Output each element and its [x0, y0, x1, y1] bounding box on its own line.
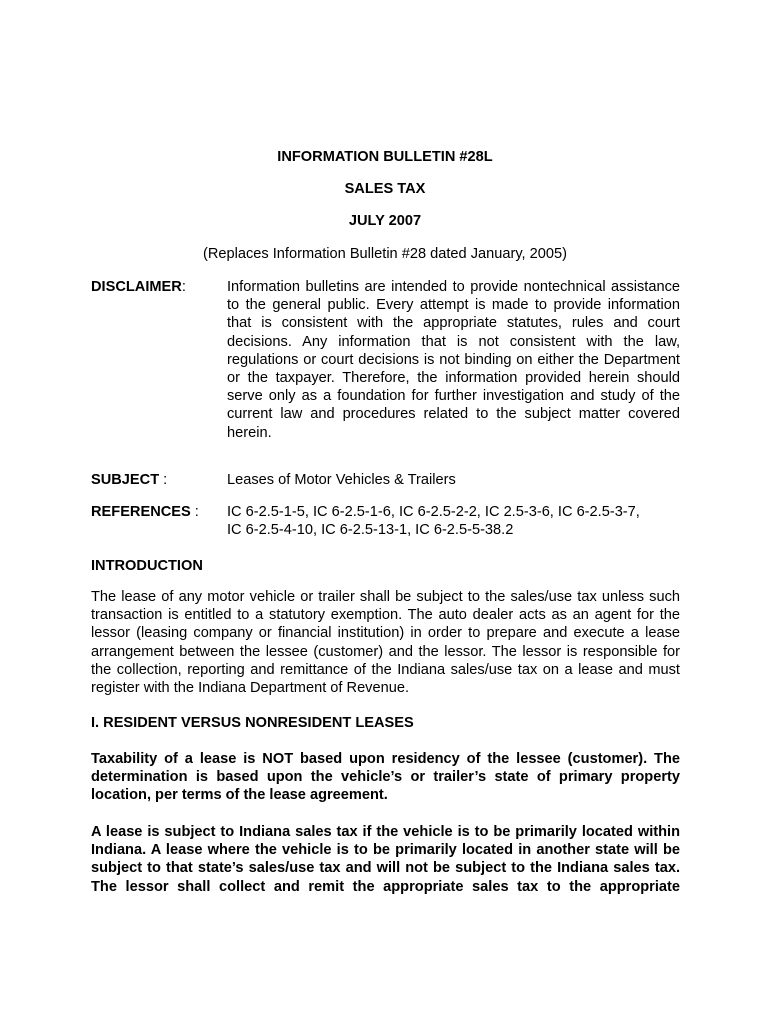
- section-1-heading: I. RESIDENT VERSUS NONRESIDENT LEASES: [91, 715, 414, 731]
- references-label: REFERENCES: [91, 504, 191, 520]
- references-colon: :: [194, 504, 199, 520]
- references-label-row: [91, 503, 199, 521]
- subject-colon: :: [163, 472, 168, 488]
- disclaimer-label-row: [91, 278, 186, 296]
- replaces-note: (Replaces Information Bulletin #28 dated January, 2005): [203, 246, 567, 262]
- bulletin-title: INFORMATION BULLETIN #28L: [277, 149, 493, 165]
- section-1-paragraph-2: A lease is subject to Indiana sales tax if the vehicle is to be primarily located within Indiana. A lease where the vehicle is to be primarily located in another state will be subject to that state’s sales/use tax and will not be subject to the Indiana sales tax. The lessor shall collect and remit the appropriate sales tax to the appropriate: [91, 824, 680, 895]
- disclaimer-text: Information bulletins are intended to provide nontechnical assistance to the general public. Every attempt is made to provide information that is consistent with the appropriate statutes, rules and court decisions. Any information that is not consistent with the law, regulations or court decisions is not binding on either the Department or the taxpayer. Therefore, the information provided herein should serve only as a foundation for further investigation and study of the current law and procedures related to the subject matter covered herein.: [227, 279, 680, 441]
- subject-label-row: [91, 471, 167, 489]
- bulletin-subtitle: SALES TAX: [344, 181, 426, 197]
- disclaimer-colon: :: [181, 279, 186, 295]
- introduction-text: The lease of any motor vehicle or trailer shall be subject to the sales/use tax unless such transaction is entitled to a statutory exemption. The auto dealer acts as an agent for the lessor (leasing company or financial institution) in order to prepare and execute a lease arrangement between the lessee (customer) and the lessor. The lessor is responsible for the collection, reporting and remittance of the Indiana sales/use tax on a lease and must register with the Indiana Department of Revenue.: [91, 589, 680, 697]
- introduction-heading: INTRODUCTION: [91, 558, 203, 574]
- references-line-2: IC 6-2.5-4-10, IC 6-2.5-13-1, IC 6-2.5-5-38.2: [227, 522, 514, 538]
- section-1-paragraph-1: Taxability of a lease is NOT based upon residency of the lessee (customer). The determination is based upon the vehicle’s or trailer’s state of primary property location, per terms of the lease agreement.: [91, 751, 680, 804]
- disclaimer-label: DISCLAIMER: [91, 279, 182, 295]
- subject-label: SUBJECT: [91, 472, 160, 488]
- bulletin-date: JULY 2007: [348, 213, 422, 229]
- subject-text: Leases of Motor Vehicles & Trailers: [227, 472, 456, 488]
- references-line-1: IC 6-2.5-1-5, IC 6-2.5-1-6, IC 6-2.5-2-2, IC 2.5-3-6, IC 6-2.5-3-7,: [227, 504, 640, 520]
